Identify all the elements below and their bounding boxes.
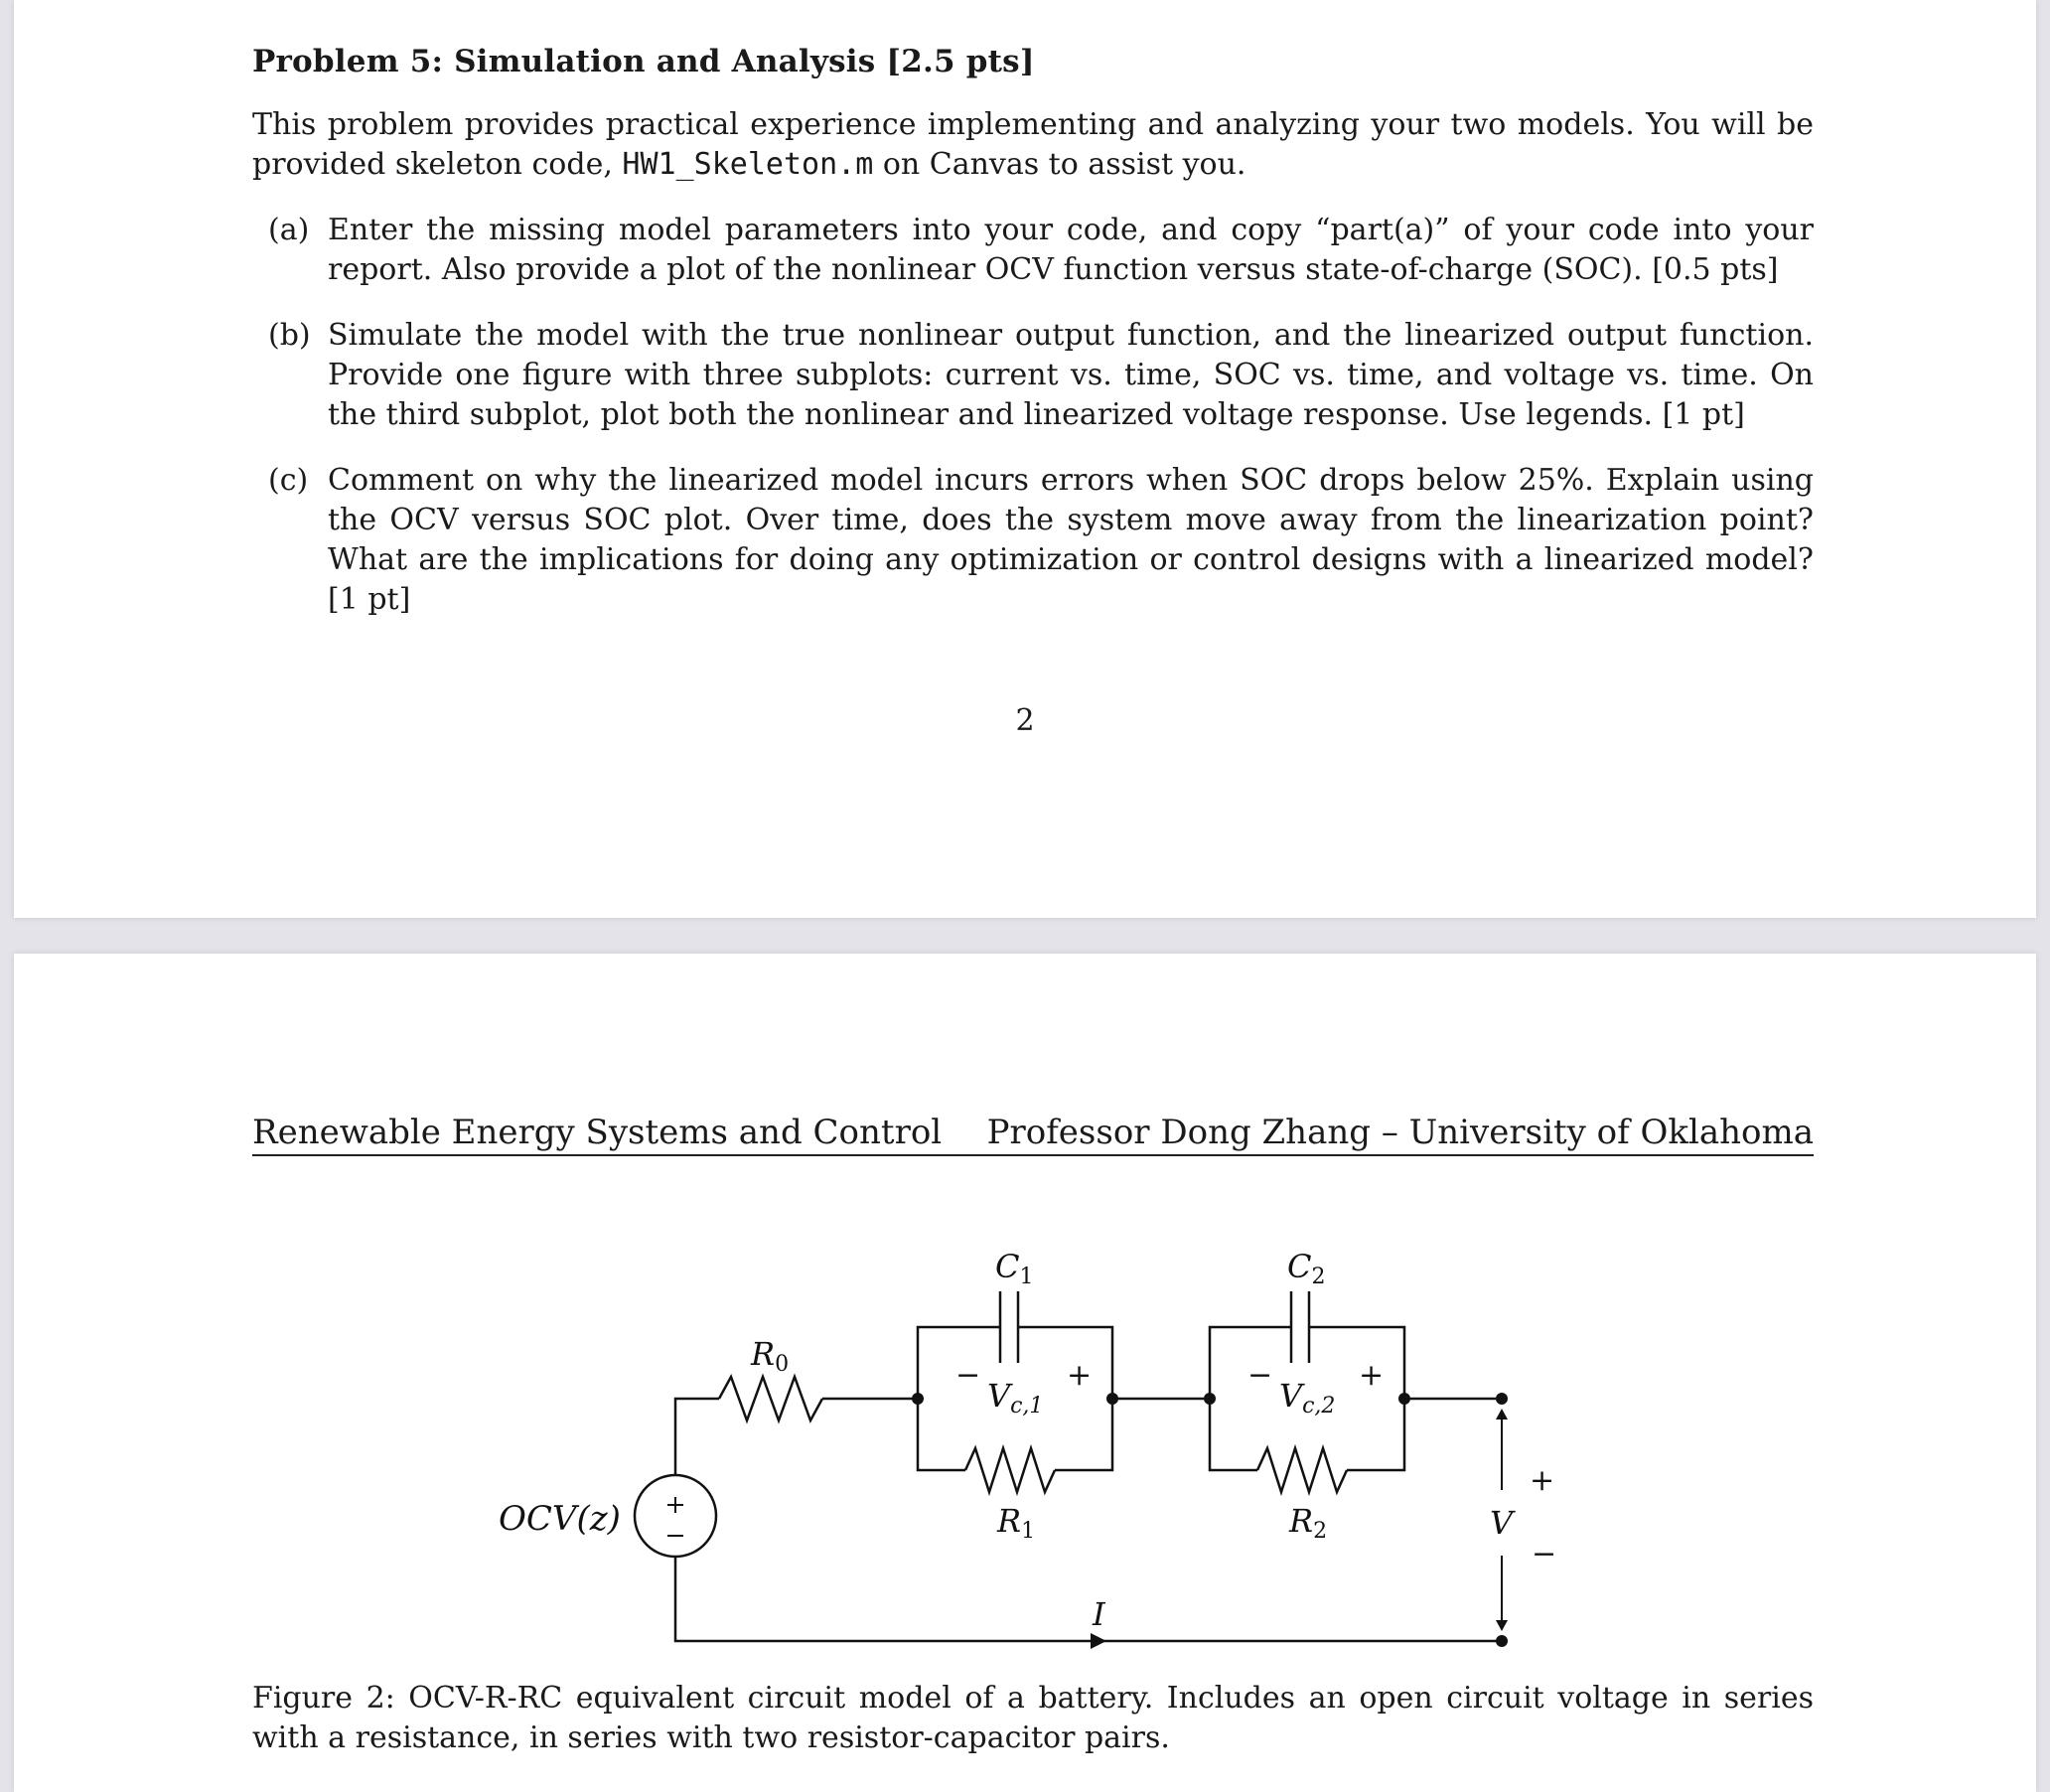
vc2-minus: − — [1247, 1358, 1273, 1393]
ocv-voltage-source — [635, 1475, 716, 1557]
vc1-plus: + — [1067, 1358, 1093, 1393]
part-a-label: (a) — [268, 213, 310, 247]
r2-label-main: R — [1289, 1502, 1314, 1540]
problem-title: Problem 5: Simulation and Analysis [2.5 pts] — [252, 44, 1035, 79]
figure-caption: Figure 2: OCV-R-RC equivalent circuit model of a battery. Includes an open circuit voltage in series with a resistance, in series with two resistor-capacitor pairs. — [252, 1681, 1814, 1755]
part-a-item — [268, 211, 1814, 290]
r1-label — [996, 1502, 1035, 1544]
r0-label-main: R — [751, 1335, 776, 1373]
rc1-bottom-wire — [918, 1399, 965, 1470]
part-c-item — [268, 461, 1814, 620]
node-rc2-left — [1204, 1393, 1216, 1405]
c1-label-main: C — [995, 1248, 1020, 1285]
resistor-r0-symbol — [719, 1377, 822, 1420]
course-title-header: Renewable Energy Systems and Control — [252, 1113, 943, 1152]
vc2-label — [1279, 1377, 1335, 1419]
current-i-label: I — [1093, 1595, 1105, 1633]
r2-label — [1288, 1502, 1327, 1544]
resistor-r1-symbol — [965, 1448, 1055, 1492]
r0-label-sub: 0 — [775, 1352, 790, 1377]
part-c-text: Comment on why the linearized model incurs errors when SOC drops below 25%. Explain using the OCV versus SOC plot. Over time, does the system move away from the linearization point? What are the implications for doing any optimization or control designs with a linearized model? [1 pt] — [328, 463, 1814, 617]
intro-paragraph — [252, 105, 1814, 185]
rc2-bottom-wire — [1210, 1399, 1257, 1470]
r2-label-sub: 2 — [1313, 1519, 1328, 1544]
c2-label-sub: 2 — [1311, 1265, 1326, 1289]
ocv-label: OCV(z) — [499, 1499, 621, 1539]
part-b-label: (b) — [268, 318, 311, 353]
c1-label-sub: 1 — [1019, 1265, 1034, 1289]
node-rc2-right — [1398, 1393, 1410, 1405]
vc2-label-sub: c,2 — [1302, 1394, 1336, 1419]
rc2-bottom-wire-right — [1347, 1399, 1404, 1470]
r0-label — [750, 1335, 789, 1377]
vc1-label-sub: c,1 — [1010, 1394, 1044, 1419]
vc2-label-main: V — [1279, 1377, 1303, 1415]
vc1-minus: − — [955, 1358, 981, 1393]
output-v-label: V — [1490, 1504, 1514, 1542]
part-b-item — [268, 316, 1814, 435]
voltage-arrowhead-down — [1496, 1620, 1508, 1631]
rc1-bottom-wire-right — [1055, 1399, 1112, 1470]
professor-header: Professor Dong Zhang – University of Oklahoma — [986, 1113, 1814, 1152]
skeleton-code-filename: HW1_Skeleton.m — [622, 147, 874, 182]
intro-text-start: This problem provides practical experience implementing and analyzing your two models. You will be provided skeleton code, — [252, 107, 1814, 182]
vc1-label-main: V — [987, 1377, 1011, 1415]
intro-text-end: on Canvas to assist you. — [873, 147, 1246, 182]
vc2-plus: + — [1359, 1358, 1385, 1393]
node-rc1-left — [912, 1393, 924, 1405]
r1-label-main: R — [997, 1502, 1022, 1540]
rc2-top-wire-right — [1309, 1327, 1404, 1399]
vc1-label — [987, 1377, 1043, 1419]
wire-source-to-r0 — [675, 1399, 719, 1475]
c2-label-main: C — [1287, 1248, 1312, 1285]
c2-label — [1287, 1248, 1325, 1289]
rc1-top-wire-right — [1018, 1327, 1112, 1399]
output-plus: + — [1530, 1463, 1555, 1498]
wire-bottom-return — [675, 1557, 1502, 1641]
c1-label — [995, 1248, 1033, 1289]
node-rc1-right — [1106, 1393, 1118, 1405]
resistor-r2-symbol — [1257, 1448, 1347, 1492]
r1-label-sub: 1 — [1021, 1519, 1036, 1544]
output-minus: − — [1532, 1537, 1557, 1571]
current-arrowhead — [1091, 1633, 1106, 1649]
output-terminal-bottom — [1496, 1635, 1508, 1647]
voltage-arrowhead-up — [1496, 1409, 1508, 1419]
part-b-text: Simulate the model with the true nonlinear output function, and the linearized output function. Provide one figure with three subplots: current vs. time, SOC vs. time, and voltage vs. time. On the third subplot, plot both the nonlinear and linearized voltage response. Use legends. [1 pt] — [328, 318, 1814, 432]
part-c-label: (c) — [268, 463, 309, 498]
output-terminal-top — [1496, 1393, 1508, 1405]
page-1 — [14, 0, 2036, 918]
part-a-text: Enter the missing model parameters into your code, and copy “part(a)” of your code into your report. Also provide a plot of the nonlinear OCV function versus state-of-charge (SOC). [0.5 pts] — [328, 213, 1814, 287]
circuit-diagram — [14, 954, 2036, 1792]
page-2 — [14, 954, 2036, 1792]
page-number: 2 — [1015, 703, 1035, 738]
